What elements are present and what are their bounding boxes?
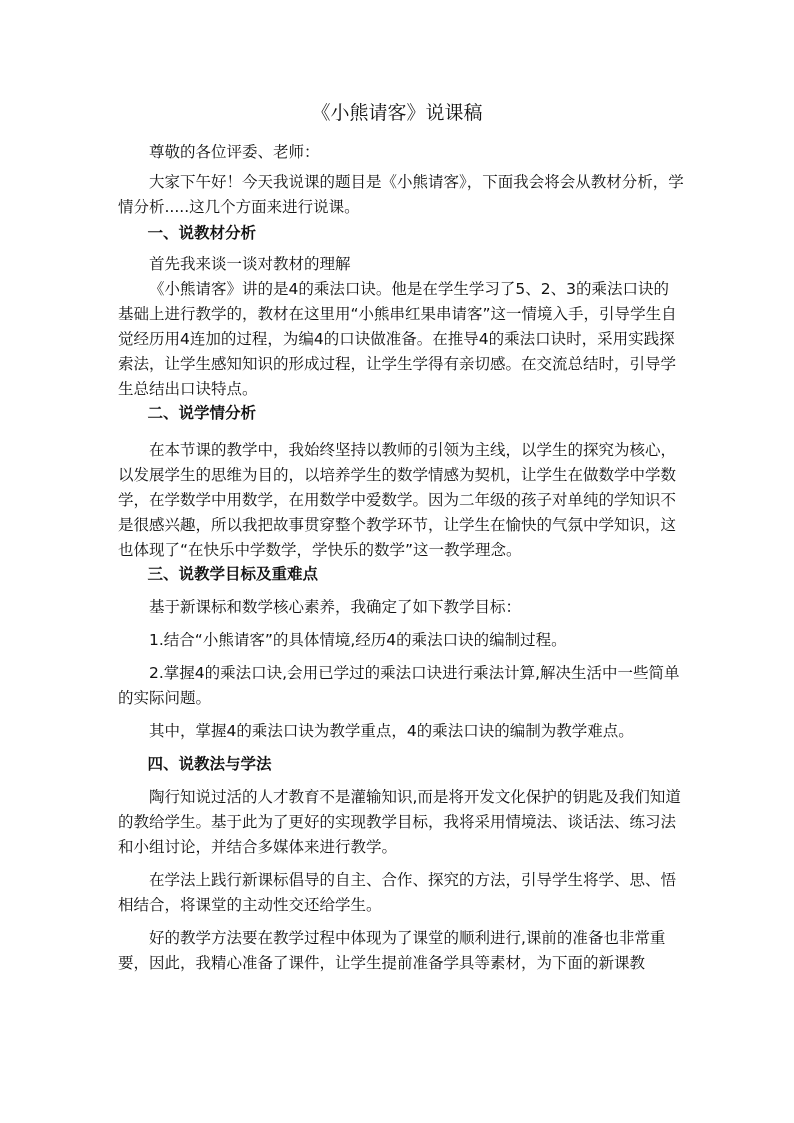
intro-paragraph: 大家下午好！今天我说课的题目是《小熊请客》，下面我会将会从教材分析，学情分析.....这几个方面来进行说课。	[118, 173, 684, 216]
section-heading-2: 二、说学情分析	[147, 404, 256, 422]
section-3-paragraph-2: 1.结合“小熊请客”的具体情境,经历4的乘法口诀的编制过程。	[149, 631, 567, 649]
section-1-paragraph-2: 《小熊请客》讲的是4的乘法口诀。他是在学生学习了5、2、3的乘法口诀的基础上进行教学的，教材在这里用“小熊串红果串请客”这一情境入手，引导学生自觉经历用4连加的过程，为编4的口诀做准备。在推导4的乘法口诀时，采用实践探索法，让学生感知知识的形成过程，让学生学得有亲切感。在交流总结时，引导学生总结出口诀特点。	[118, 280, 677, 398]
section-1-paragraph-1: 首先我来谈一谈对教材的理解	[149, 255, 351, 273]
section-3-paragraph-1: 基于新课标和数学核心素养，我确定了如下教学目标：	[149, 598, 522, 616]
section-4-paragraph-3: 好的教学方法要在教学过程中体现为了课堂的顺利进行,课前的准备也非常重要，因此，我精心准备了课件，让学生提前准备学具等素材，为下面的新课教	[118, 929, 666, 972]
document-title: 《小熊请客》说课稿	[311, 102, 483, 124]
document-body	[118, 140, 684, 976]
greeting: 尊敬的各位评委、老师：	[149, 143, 320, 161]
section-heading-1: 一、说教材分析	[147, 224, 256, 242]
section-heading-3: 三、说教学目标及重难点	[147, 565, 318, 583]
section-4-paragraph-1: 陶行知说过活的人才教育不是灌输知识,而是将开发文化保护的钥匙及我们知道的教给学生。基于此为了更好的实现教学目标，我将采用情境法、谈话法、练习法和小组讨论，并结合多媒体来进行教学。	[118, 788, 681, 856]
section-4-paragraph-2: 在学法上践行新课标倡导的自主、合作、探究的方法，引导学生将学、思、悟相结合，将课堂的主动性交还给学生。	[118, 871, 677, 914]
section-3-paragraph-3: 2.掌握4的乘法口诀,会用已学过的乘法口诀进行乘法计算,解决生活中一些简单的实际问题。	[118, 664, 680, 707]
section-2-paragraph-1: 在本节课的教学中，我始终坚持以教师的引领为主线，以学生的探究为核心，以发展学生的思维为目的，以培养学生的数学情感为契机，让学生在做数学中学数学，在学数学中用数学，在用数学中爱数学。因为二年级的孩子对单纯的学知识不是很感兴趣，所以我把故事贯穿整个教学环节，让学生在愉快的气氛中学知识，这也体现了“在快乐中学数学，学快乐的数学”这一教学理念。	[118, 441, 677, 559]
section-heading-4: 四、说教法与学法	[147, 755, 272, 773]
section-3-paragraph-4: 其中，掌握4的乘法口诀为教学重点，4的乘法口诀的编制为教学难点。	[149, 722, 634, 740]
